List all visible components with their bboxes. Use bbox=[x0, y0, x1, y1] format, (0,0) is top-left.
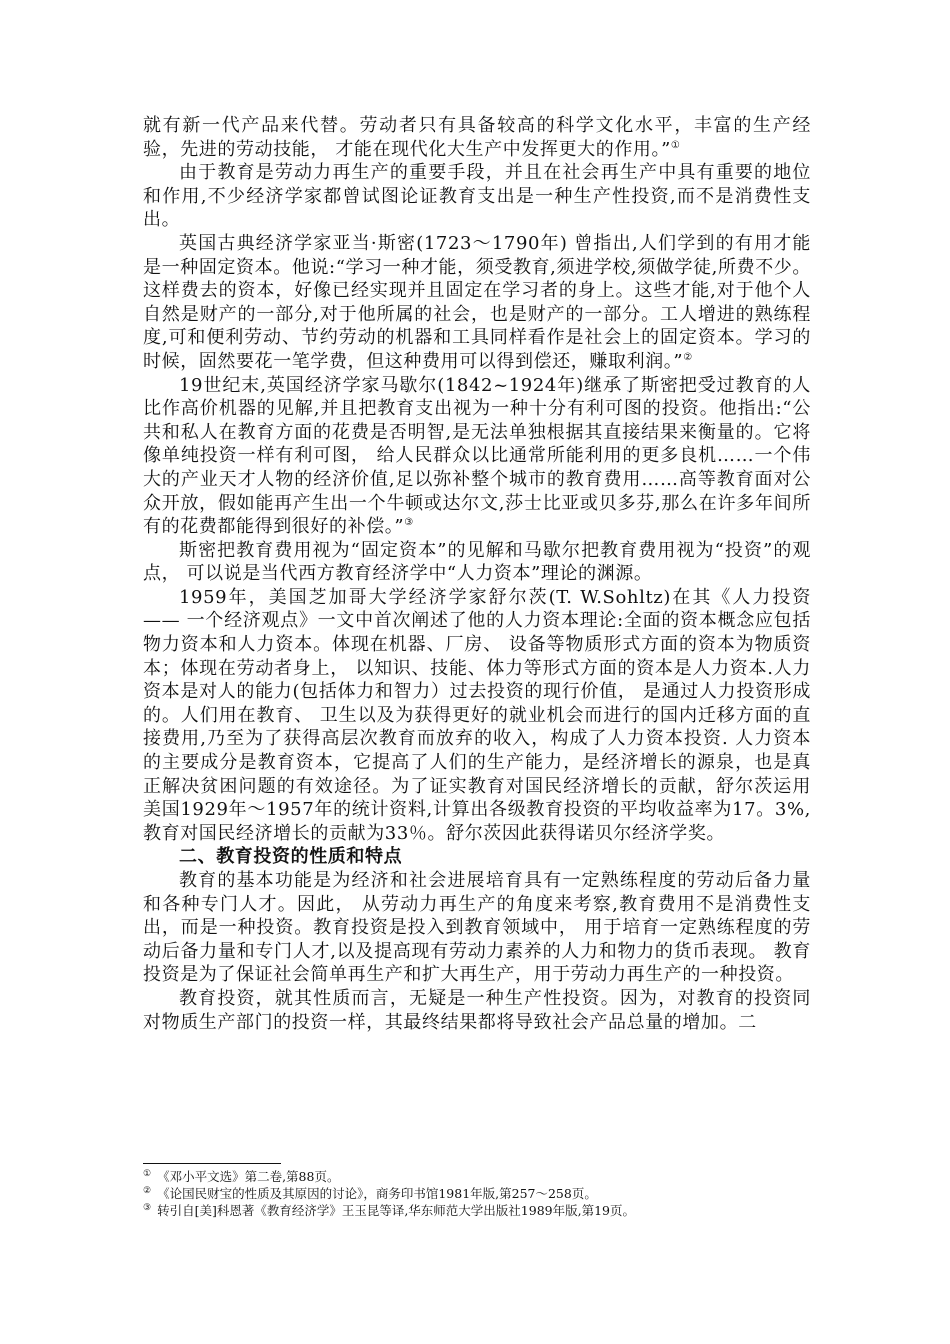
footnotes bbox=[143, 1168, 811, 1219]
paragraph-2: 由于教育是劳动力再生产的重要手段，并且在社会再生产中具有重要的地位和作用,不少经济学家都曾试图论证教育支出是一种生产性投资,而不是消费性支出。 bbox=[143, 162, 811, 231]
footnote-separator bbox=[143, 1163, 281, 1164]
footnote-3: ③ 转引自[美]科恩著《教育经济学》王玉昆等译,华东师范大学出版社1989年版,第19页。 bbox=[143, 1202, 635, 1218]
paragraph-1: 就有新一代产品来代替。劳动者只有具备较高的科学文化水平，丰富的生产经验，先进的劳动技能， 才能在现代化大生产中发挥更大的作用。”① bbox=[143, 115, 811, 160]
paragraph-3: 英国古典经济学家亚当·斯密(1723～1790年) 曾指出,人们学到的有用才能是一种固定资本。他说:“学习一种才能，须受教育,须进学校,须做学徒,所费不少。这样费去的资本，好像已经实现并且固定在学习者的身上。这些才能,对于他个人自然是财产的一部分,对于他所属的社会，也是财产的一部分。工人增进的熟练程度,可和便利劳动、节约劳动的机器和工具同样看作是社会上的固定资本。学习的时候，固然要花一笔学费，但这种费用可以得到偿还，赚取利润。”② bbox=[143, 232, 811, 372]
footnote-1: ① 《邓小平文选》第二卷,第88页。 bbox=[143, 1168, 340, 1184]
paragraph-6: 1959年，美国芝加哥大学经济学家舒尔茨(T. W.Sohltz)在其《人力投资—— 一个经济观点》一文中首次阐述了他的人力资本理论:全面的资本概念应包括物力资本和人力资本。体现在机器、厂房、 设备等物质形式方面的资本为物质资本；体现在劳动者身上， 以知识、技能、体力等形式方面的资本是人力资本.人力资本是对人的能力(包括体力和智力）过去投资的现行价值， 是通过人力投资形成的。人们用在教育、 卫生以及为获得更好的就业机会而进行的国内迁移方面的直接费用,乃至为了获得高层次教育而放弃的收入，构成了人力资本投资. 人力资本的主要成分是教育资本，它提高了人们的生产能力，是经济增长的源泉，也是真正解决贫困问题的有效途径。为了证实教育对国民经济增长的贡献，舒尔茨运用美国1929年～1957年的统计资料,计算出各级教育投资的平均收益率为17。3%,教育对国民经济增长的贡献为33％。舒尔茨因此获得诺贝尔经济学奖。 bbox=[143, 586, 811, 844]
footnote-ref-3[interactable]: ③ bbox=[404, 517, 414, 529]
footnote-ref-2[interactable]: ② bbox=[683, 351, 693, 363]
footnote-2: ② 《论国民财宝的性质及其原因的讨论》，商务印书馆1981年版,第257～258页。 bbox=[143, 1185, 597, 1201]
paragraph-4: 19世纪末,英国经济学家马歇尔(1842~1924年)继承了斯密把受过教育的人比作高价机器的见解,并且把教育支出视为一种十分有利可图的投资。他指出:“公共和私人在教育方面的花费是否明智,是无法单独根据其直接结果来衡量的。它将像单纯投资一样有利可图， 给人民群众以比通常所能利用的更多良机……一个伟大的产业天才人物的经济价值,足以弥补整个城市的教育费用……高等教育面对公众开放，假如能再产生出一个牛顿或达尔文,莎士比亚或贝多芬,那么在许多年间所有的花费都能得到很好的补偿。”③ bbox=[143, 374, 811, 538]
paragraph-5: 斯密把教育费用视为“固定资本”的见解和马歇尔把教育费用视为“投资”的观点， 可以说是当代西方教育经济学中“人力资本”理论的渊源。 bbox=[143, 539, 811, 585]
paragraph-7: 教育的基本功能是为经济和社会进展培育具有一定熟练程度的劳动后备力量和各种专门人才。因此， 从劳动力再生产的角度来考察,教育费用不是消费性支出，而是一种投资。教育投资是投入到教育领域中， 用于培育一定熟练程度的劳动后备力量和专门人才,以及提高现有劳动力素养的人力和物力的货币表现。 教育投资是为了保证社会简单再生产和扩大再生产，用于劳动力再生产的一种投资。 bbox=[143, 870, 811, 986]
footnote-mark: ② bbox=[143, 1185, 152, 1196]
footnote-ref-1[interactable]: ① bbox=[670, 139, 681, 151]
body-text bbox=[143, 114, 811, 1034]
footnote-mark: ① bbox=[143, 1168, 152, 1179]
section-heading: 二、教育投资的性质和特点 bbox=[179, 846, 403, 868]
paragraph-8: 教育投资，就其性质而言，无疑是一种生产性投资。因为，对教育的投资同对物质生产部门的投资一样，其最终结果都将导致社会产品总量的增加。二 bbox=[143, 987, 811, 1033]
footnote-mark: ③ bbox=[143, 1202, 152, 1213]
